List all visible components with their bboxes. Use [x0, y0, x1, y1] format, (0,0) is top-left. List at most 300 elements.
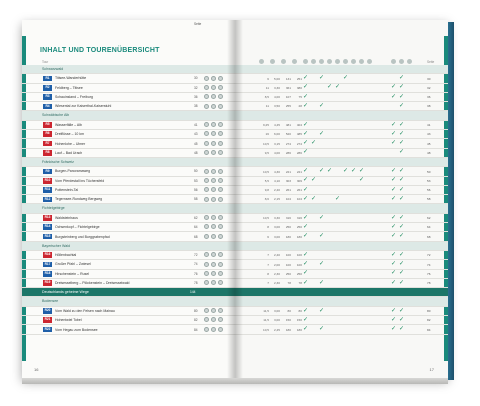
checkmark-icon: ✓	[399, 186, 405, 193]
difficulty-icon	[211, 252, 216, 257]
checkmark-icon: ✓	[303, 130, 309, 137]
difficulty-icon	[218, 234, 223, 239]
tour-name: Hohentwiel Tobel	[55, 318, 82, 323]
tour-stat: 9,8	[264, 188, 269, 193]
feature-column-icon	[281, 59, 286, 64]
table-row	[22, 316, 235, 325]
tour-page: 80	[194, 308, 198, 313]
tour-stat: 286	[296, 150, 302, 155]
difficulty-icon	[211, 187, 216, 192]
tour-name: Vom Pferdestall ins Tüchersfeld	[55, 178, 105, 183]
tour-stat: 150	[285, 318, 291, 323]
tour-stat: 3,30	[273, 216, 280, 221]
checkmark-icon: ✓	[391, 93, 397, 100]
checkmark-icon: ✓	[399, 233, 405, 240]
checkmark-icon: ✓	[327, 84, 333, 91]
tour-name: Höllenbachtal	[55, 253, 77, 258]
tour-stat: 8	[267, 225, 269, 230]
tour-stat: 10,5	[262, 216, 269, 221]
checkmark-icon: ✓	[319, 261, 325, 268]
tour-stat: 6,00	[273, 132, 280, 137]
table-row-right	[235, 325, 448, 334]
tour-stat: 404	[296, 123, 302, 128]
tour-number-badge: R10	[44, 177, 51, 182]
table-row-right	[235, 102, 448, 111]
checkmark-icon: ✓	[303, 195, 309, 202]
tour-stat: 4,30	[273, 169, 280, 174]
checkmark-icon: ✓	[391, 326, 397, 333]
tour-stat: 3,00	[273, 225, 280, 230]
tour-number-badge: R7	[43, 141, 52, 147]
tour-stat: 4,00	[273, 150, 280, 155]
tour-stat: 5,00	[273, 76, 280, 81]
checkmark-icon: ✓	[335, 195, 341, 202]
tour-page-right: 41	[427, 123, 431, 128]
section-header-row-right	[235, 204, 448, 213]
checkmark-icon: ✓	[391, 177, 397, 184]
tour-stat: 78	[298, 281, 302, 286]
difficulty-icon	[218, 104, 223, 109]
difficulty-icon	[204, 215, 209, 220]
tour-stat: 221	[296, 169, 302, 174]
difficulty-icon	[218, 131, 223, 136]
table-row	[22, 186, 235, 195]
tour-stat: 361	[285, 85, 291, 90]
tour-number-badge: R21	[44, 317, 51, 322]
checkmark-icon: ✓	[391, 214, 397, 221]
checkmark-icon: ✓	[359, 177, 365, 184]
difficulty-icon	[211, 85, 216, 90]
tour-stat: 7	[267, 262, 269, 267]
checkmark-icon: ✓	[303, 270, 309, 277]
tour-page: 56	[194, 188, 198, 193]
section-header-row-right	[235, 297, 448, 306]
tour-stat: 104	[285, 197, 291, 202]
tour-stat: 261	[296, 188, 302, 193]
tour-number-badge: R14	[44, 224, 51, 229]
difficulty-icon	[204, 94, 209, 99]
checkmark-icon: ✓	[391, 279, 397, 286]
tour-number-badge: R5	[43, 122, 52, 128]
section-header-row-right	[235, 65, 448, 74]
tour-name: Schauinsland – Freiburg	[55, 95, 93, 100]
tour-stat: 380	[296, 85, 302, 90]
difficulty-icon	[204, 252, 209, 257]
tour-page-right: 76	[427, 271, 431, 276]
tour-page: 30	[194, 76, 198, 81]
difficulty-icon	[211, 317, 216, 322]
tour-number-badge: R15	[44, 233, 51, 238]
difficulty-icon	[211, 122, 216, 127]
tour-details-table	[235, 65, 448, 335]
checkmark-icon: ✓	[359, 168, 365, 175]
difficulty-icon	[218, 150, 223, 155]
checkmark-icon: ✓	[303, 316, 309, 323]
difficulty-icon	[204, 308, 209, 313]
table-row-right	[235, 93, 448, 102]
tour-name: Waldsteinhaus	[55, 215, 78, 220]
difficulty-icon	[218, 122, 223, 127]
checkmark-icon: ✓	[391, 195, 397, 202]
tour-page: 72	[194, 253, 198, 258]
table-row	[22, 139, 235, 148]
tour-stat: 251	[296, 76, 302, 81]
tour-name: Dreiflüsse – 10 km	[55, 132, 84, 137]
tour-stat: 180	[296, 327, 302, 332]
table-row-right	[235, 270, 448, 279]
table-row-right	[235, 74, 448, 83]
difficulty-icon	[211, 141, 216, 146]
tour-stat: 3,00	[273, 318, 280, 323]
tour-stat: 3,15	[273, 141, 280, 146]
checkmark-icon: ✓	[335, 84, 341, 91]
tour-stat: 4,45	[273, 123, 280, 128]
section-header-row	[22, 65, 235, 74]
checkmark-icon: ✓	[319, 75, 325, 82]
tour-number-badge: R8	[43, 150, 52, 156]
tour-page-right: 56	[427, 188, 431, 193]
tour-page-right: 30	[427, 76, 431, 81]
book-spine-shadow	[227, 20, 243, 378]
table-row-right	[235, 214, 448, 223]
tour-page: 50	[194, 169, 198, 174]
tour-page: 43	[194, 132, 198, 137]
tour-stat: 3,30	[273, 85, 280, 90]
tour-name: Lauf – Bad Urach	[55, 150, 83, 155]
difficulty-icon	[218, 280, 223, 285]
table-row	[22, 232, 235, 241]
difficulty-icon	[218, 187, 223, 192]
checkmark-icon: ✓	[391, 307, 397, 314]
checkmark-icon: ✓	[319, 279, 325, 286]
difficulty-icon	[211, 234, 216, 239]
tour-page-right: 72	[427, 253, 431, 258]
table-row	[22, 223, 235, 232]
tour-number-badge: R4	[43, 104, 52, 110]
difficulty-icon	[204, 327, 209, 332]
tour-stat: 16	[265, 132, 269, 137]
tour-number-badge: R19	[44, 280, 51, 285]
tour-stat: 10,5	[262, 169, 269, 174]
difficulty-icon	[204, 104, 209, 109]
tour-name: Hohenlohe – Ulmer	[55, 141, 86, 146]
tour-stat: 3,50	[273, 104, 280, 109]
feature-column-icon	[303, 59, 308, 64]
checkmark-icon: ✓	[303, 84, 309, 91]
table-row	[22, 130, 235, 139]
table-row-right	[235, 149, 448, 158]
checkmark-icon: ✓	[399, 279, 405, 286]
tour-page-right: 38	[427, 104, 431, 109]
difficulty-icon	[218, 76, 223, 81]
tour-number-badge: R18	[44, 270, 51, 275]
tour-stat: 75	[298, 95, 302, 100]
difficulty-icon	[204, 262, 209, 267]
table-row-right	[235, 121, 448, 130]
tour-stat: 250	[296, 225, 302, 230]
tour-stat: 100	[296, 253, 302, 258]
tour-stat: 180	[285, 327, 291, 332]
checkmark-icon: ✓	[319, 307, 325, 314]
tour-page-right: 84	[427, 327, 431, 332]
tour-name: Feldberg – Titisee	[55, 85, 83, 90]
checkmark-icon: ✓	[303, 233, 309, 240]
tour-page: 62	[194, 215, 198, 220]
tour-number-badge: R17	[44, 261, 51, 266]
right-page	[235, 20, 448, 378]
table-row-right	[235, 167, 448, 176]
tour-stat: 2,45	[273, 327, 280, 332]
table-row-right	[235, 177, 448, 186]
difficulty-icon	[218, 85, 223, 90]
table-row-right	[235, 130, 448, 139]
tour-stat: 2,40	[273, 188, 280, 193]
difficulty-icon	[218, 224, 223, 229]
table-row	[22, 167, 235, 176]
section-label: Deutschlands geheime Wege	[42, 290, 89, 295]
table-row	[22, 251, 235, 260]
feature-column-icon	[327, 59, 332, 64]
tour-page: 84	[194, 327, 198, 332]
tour-stat: 316	[285, 216, 291, 221]
tour-stat: 180	[296, 234, 302, 239]
tour-stat: 221	[285, 169, 291, 174]
difficulty-icon	[211, 271, 216, 276]
checkmark-icon: ✓	[303, 186, 309, 193]
tour-stat: 261	[285, 188, 291, 193]
tour-stat: 2,00	[273, 262, 280, 267]
tour-page: 38	[194, 104, 198, 109]
section-header-row-right	[235, 158, 448, 167]
checkmark-icon: ✓	[327, 168, 333, 175]
tour-stat: 4,00	[273, 95, 280, 100]
tour-stat: 3,00	[273, 234, 280, 239]
checkmark-icon: ✓	[319, 326, 325, 333]
table-row	[22, 74, 235, 83]
difficulty-icon	[204, 122, 209, 127]
tour-page: 64	[194, 225, 198, 230]
difficulty-icon	[204, 150, 209, 155]
checkmark-icon: ✓	[303, 149, 309, 156]
tour-stat: 7	[267, 281, 269, 286]
tour-stat: 274	[296, 141, 302, 146]
checkmark-icon: ✓	[399, 121, 405, 128]
difficulty-icon	[204, 76, 209, 81]
tour-stat: 100	[285, 262, 291, 267]
tour-page: 68	[194, 234, 198, 239]
tour-number-badge: R22	[44, 326, 51, 331]
tour-name: Hirschenstein – Rusel	[55, 271, 90, 276]
section-label: Fränkische Schweiz	[42, 159, 74, 164]
feature-column-icon	[270, 59, 275, 64]
tour-page-right: 43	[427, 132, 431, 137]
tour-page-right: 50	[427, 169, 431, 174]
tour-page: 45	[194, 141, 198, 146]
table-row	[22, 214, 235, 223]
table-row	[22, 270, 235, 279]
tour-stat: 8,5	[264, 95, 269, 100]
difficulty-icon	[211, 76, 216, 81]
difficulty-icon	[211, 104, 216, 109]
tour-page: 41	[194, 122, 198, 127]
checkmark-icon: ✓	[343, 168, 349, 175]
feature-column-icon	[319, 59, 324, 64]
checkmark-icon: ✓	[303, 307, 309, 314]
tour-page-right: 82	[427, 318, 431, 323]
tour-stat: 286	[285, 150, 291, 155]
difficulty-icon	[204, 197, 209, 202]
section-label: Bayerischer Wald	[42, 243, 71, 248]
checkmark-icon: ✓	[391, 121, 397, 128]
checkmark-icon: ✓	[399, 307, 405, 314]
page-title: INHALT UND TOURENÜBERSICHT	[40, 47, 160, 54]
difficulty-icon	[218, 94, 223, 99]
difficulty-icon	[218, 271, 223, 276]
checkmark-icon: ✓	[319, 168, 325, 175]
tour-stat: 6	[267, 76, 269, 81]
table-row	[22, 93, 235, 102]
tour-name: Burgsteinberg und Burggrabenpfad	[55, 234, 110, 239]
checkmark-icon: ✓	[399, 316, 405, 323]
tour-number-badge: R6	[43, 131, 52, 137]
checkmark-icon: ✓	[399, 93, 405, 100]
checkmark-icon: ✓	[319, 214, 325, 221]
page-number-right: 17	[429, 367, 434, 372]
tour-stat: 250	[296, 271, 302, 276]
feature-column-icon	[359, 59, 364, 64]
table-row	[22, 177, 235, 186]
tour-stat: 309	[296, 178, 302, 183]
checkmark-icon: ✓	[391, 270, 397, 277]
tour-page-right: 53	[427, 178, 431, 183]
tour-page: 36	[194, 95, 198, 100]
section-label: Schwarzwald	[42, 67, 64, 71]
checkmark-icon: ✓	[399, 214, 405, 221]
tour-stat: 9,25	[262, 123, 269, 128]
tour-stat: 316	[296, 216, 302, 221]
checkmark-icon: ✓	[391, 186, 397, 193]
checkmark-icon: ✓	[303, 261, 309, 268]
section-header-row	[22, 288, 235, 297]
tour-stat: 11,5	[263, 309, 269, 314]
tour-stat: 100	[285, 253, 291, 258]
table-row-right	[235, 186, 448, 195]
difficulty-icon	[218, 197, 223, 202]
difficulty-icon	[204, 187, 209, 192]
difficulty-icon	[211, 262, 216, 267]
checkmark-icon: ✓	[303, 75, 309, 82]
tour-list	[22, 65, 235, 335]
tour-stat: 9,5	[264, 150, 269, 155]
difficulty-icon	[218, 252, 223, 257]
tour-stat: 8,6	[264, 197, 269, 202]
left-page	[22, 20, 235, 378]
section-header-row	[22, 204, 235, 213]
tour-stat: 131	[285, 76, 291, 81]
checkmark-icon: ✓	[303, 279, 309, 286]
tour-number-badge: R20	[44, 308, 51, 313]
checkmark-icon: ✓	[391, 261, 397, 268]
tour-stat: 2,40	[273, 253, 280, 258]
tour-name: Vom Hegau zum Bodensee	[55, 327, 98, 332]
tour-name: Wasserfälle – Alb	[55, 122, 82, 127]
checkmark-icon: ✓	[303, 251, 309, 258]
table-row-right	[235, 139, 448, 148]
tour-stat: 10,5	[262, 327, 269, 332]
table-row	[22, 102, 235, 111]
tour-page-right: 48	[427, 150, 431, 155]
section-header-row	[22, 111, 235, 120]
section-header-row-right	[235, 288, 448, 297]
section-header-row-right	[235, 242, 448, 251]
section-header-row-right	[235, 111, 448, 120]
tour-stat: 150	[296, 318, 302, 323]
tour-number-badge: R13	[44, 215, 51, 220]
section-header-row	[22, 297, 235, 306]
feature-column-icon	[292, 59, 297, 64]
tour-stat: 6	[267, 234, 269, 239]
table-row-right	[235, 307, 448, 316]
difficulty-icon	[218, 308, 223, 313]
difficulty-icon	[204, 131, 209, 136]
tour-name: Pottenstein-Tal	[55, 188, 79, 193]
tour-number-badge: R9	[43, 169, 52, 175]
difficulty-icon	[211, 169, 216, 174]
feature-column-icon	[399, 59, 404, 64]
checkmark-icon: ✓	[391, 140, 397, 147]
tour-page-right: 80	[427, 309, 431, 314]
tour-page: 48	[194, 150, 198, 155]
tour-stat: 3,00	[273, 309, 280, 314]
checkmark-icon: ✓	[391, 223, 397, 230]
section-label: Schwäbische Alb	[42, 113, 70, 118]
feature-column-icon	[335, 59, 340, 64]
checkmark-icon: ✓	[391, 251, 397, 258]
tour-page-right: 58	[427, 197, 431, 202]
tour-page: 78	[194, 281, 198, 286]
tour-number-badge: R1	[43, 76, 52, 82]
tour-name: Großer Pfahl – Zwiesel	[55, 262, 91, 267]
tour-page: 32	[194, 85, 198, 90]
checkmark-icon: ✓	[303, 177, 309, 184]
tour-page-right: 68	[427, 234, 431, 239]
tour-stat: 11,5	[263, 318, 269, 323]
tour-page: 76	[194, 271, 198, 276]
checkmark-icon: ✓	[311, 140, 317, 147]
tour-name: Burgen-Panoramaweg	[55, 169, 91, 174]
tour-page-right: 64	[427, 225, 431, 230]
feature-column-icon	[351, 59, 356, 64]
difficulty-icon	[211, 178, 216, 183]
tour-stat: 274	[285, 141, 291, 146]
tour-page: 53	[194, 178, 198, 183]
checkmark-icon: ✓	[303, 214, 309, 221]
tour-page-right: 74	[427, 262, 431, 267]
difficulty-icon	[204, 141, 209, 146]
tour-stat: 2,15	[273, 197, 280, 202]
tour-page-right: 32	[427, 85, 431, 90]
column-header-seite-right: Seite	[427, 60, 435, 64]
tour-stat: 255	[285, 104, 291, 109]
difficulty-icon	[211, 197, 216, 202]
difficulty-icon	[218, 178, 223, 183]
tour-stat: 180	[285, 234, 291, 239]
table-row-right	[235, 251, 448, 260]
table-row	[22, 260, 235, 269]
tour-stat: 100	[296, 262, 302, 267]
tour-number-badge: R11	[44, 187, 51, 192]
checkmark-icon: ✓	[399, 195, 405, 202]
